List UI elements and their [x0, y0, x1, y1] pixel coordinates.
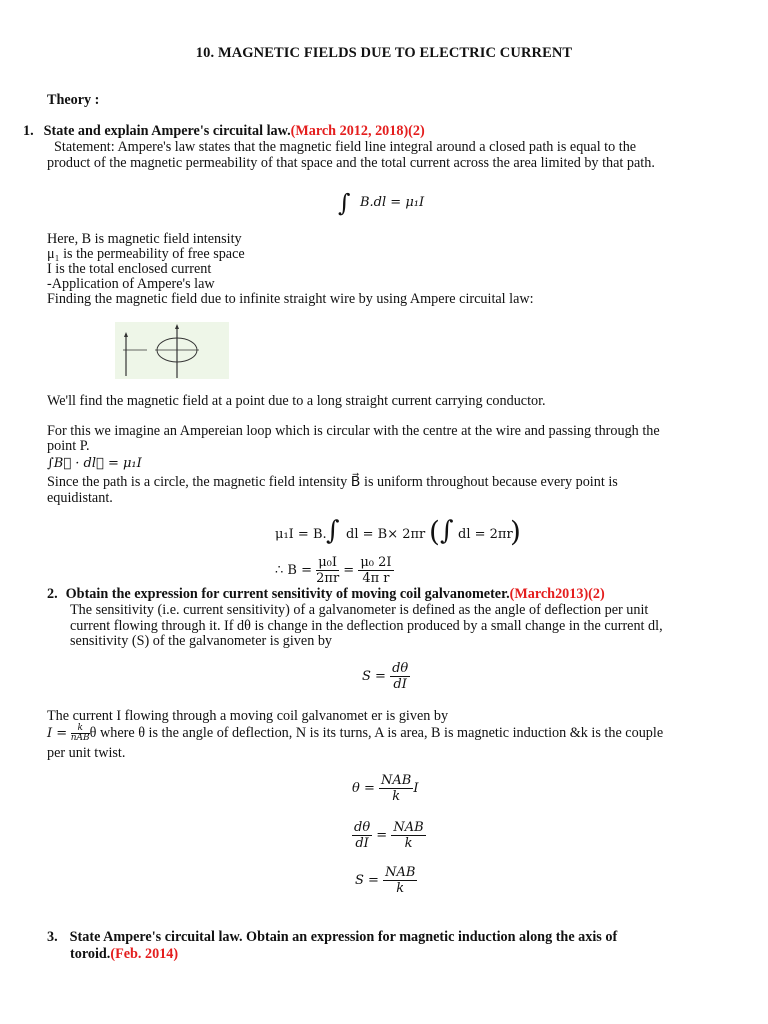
amperes-law-equation: B.dl = μ₁I — [360, 195, 425, 210]
sensitivity-equation: S = $\frac{d\theta}{dI}$ — [362, 661, 409, 692]
question-3-text: State Ampere's circuital law. Obtain an expression for magnetic induction along the axis of — [69, 929, 618, 945]
here-line-2: μ₁ is the permeability of free space — [47, 246, 245, 262]
question-3-line-2: toroid.(Feb. 2014) — [70, 946, 179, 962]
q2-line-1: The sensitivity (i.e. current sensitivity) of a galvanometer is defined as the angle of deflection per unit — [70, 602, 649, 618]
q2-line-6: per unit twist. — [47, 745, 126, 761]
question-2-reference: (March2013)(2) — [509, 586, 605, 602]
question-1 — [23, 124, 425, 139]
straight-wire-figure — [115, 322, 229, 379]
question-2-number: 2. — [47, 586, 58, 602]
here-line-4: -Application of Ampere's law — [47, 276, 215, 292]
question-3-reference: (Feb. 2014) — [110, 946, 179, 962]
eq2-open-paren: ( — [429, 515, 440, 548]
eq3-equals: = — [343, 563, 355, 578]
page-title: 10. MAGNETIC FIELDS DUE TO ELECTRIC CURRENT — [195, 45, 573, 61]
eq2-integral-sign: ∫ — [326, 516, 340, 546]
question-1-text: State and explain Ampere's circuital law. — [43, 123, 291, 139]
eq2-integral-sign-2: ∫ — [440, 516, 454, 546]
eq3-lhs: ∴ B = — [275, 563, 312, 578]
here-line-5: Finding the magnetic field due to infinite straight wire by using Ampere circuital law: — [47, 291, 534, 307]
paragraph-2-line-2: point P. — [47, 438, 90, 454]
question-1-number: 1. — [23, 123, 34, 139]
question-2 — [47, 587, 605, 602]
question-3-number: 3. — [47, 929, 58, 945]
paragraph-3-line-1: Since the path is a circle, the magnetic field intensity B⃗ is uniform throughout because every point is — [47, 474, 618, 490]
theta-equation: θ = $\frac{\text{NAB}}{k}$ I — [352, 773, 419, 804]
eq3 — [275, 555, 394, 586]
eq2-paren-content: dl = 2πr — [458, 527, 513, 542]
paragraph-1: We'll find the magnetic field at a point due to a long straight current carrying conductor. — [47, 393, 546, 409]
here-line-1: Here, B is magnetic field intensity — [47, 231, 242, 247]
question-3 — [47, 930, 617, 945]
line-integral: ∫B⃗ · dl⃗ = μ₁I — [47, 456, 142, 471]
eq2-left: μ₁I = B. — [275, 527, 327, 542]
question-1-reference: (March 2012, 2018)(2) — [290, 123, 425, 139]
q2-line-4: The current I flowing through a moving coil galvanomet er is given by — [47, 708, 449, 724]
q2-line-2: current flowing through it. If dθ is change in the deflection produced by a small change in the current dl, — [70, 618, 663, 634]
eq3-fraction-1: $\frac{\text{μ₀I}}{2\pi r}$ — [316, 555, 340, 586]
eq2-middle: dl = B× 2πr — [346, 527, 426, 542]
eq3-fraction-2: $\frac{\text{μ₀ 2I}}{\text{4π r}}$ — [360, 555, 392, 586]
s-result-equation: S = $\frac{\text{NAB}}{k}$ — [355, 865, 416, 896]
theory-heading-text: Theory : — [47, 92, 100, 108]
ampere-loop-diagram — [115, 322, 229, 379]
derivative-equation: $\frac{d\theta}{dI}$ = $\frac{\text{NAB}}{k}$ — [354, 820, 424, 851]
paragraph-3-line-2: equidistant. — [47, 490, 113, 506]
integral-sign: ∫ — [338, 189, 351, 217]
question-2-text: Obtain the expression for current sensitivity of moving coil galvanometer. — [65, 586, 510, 602]
here-line-3: I is the total enclosed current — [47, 261, 212, 277]
paragraph-2-line-1: For this we imagine an Ampereian loop which is circular with the centre at the wire and passing through the — [47, 423, 660, 439]
q2-line-3: sensitivity (S) of the galvanometer is given by — [70, 633, 333, 649]
q1-statement-line-2: product of the magnetic permeability of that space and the total current across the area limited by that path. — [47, 155, 655, 171]
q2-line-5: I = $\frac{k}{\text{nAB}}$ θ where θ is the angle of deflection, N is its turns, A is area, B is magnetic induction &k is the couple — [47, 723, 664, 743]
eq2-close-paren: ) — [510, 515, 521, 548]
q1-statement-line-1: Statement: Ampere's law states that the magnetic field line integral around a closed path is equal to the — [54, 139, 637, 155]
